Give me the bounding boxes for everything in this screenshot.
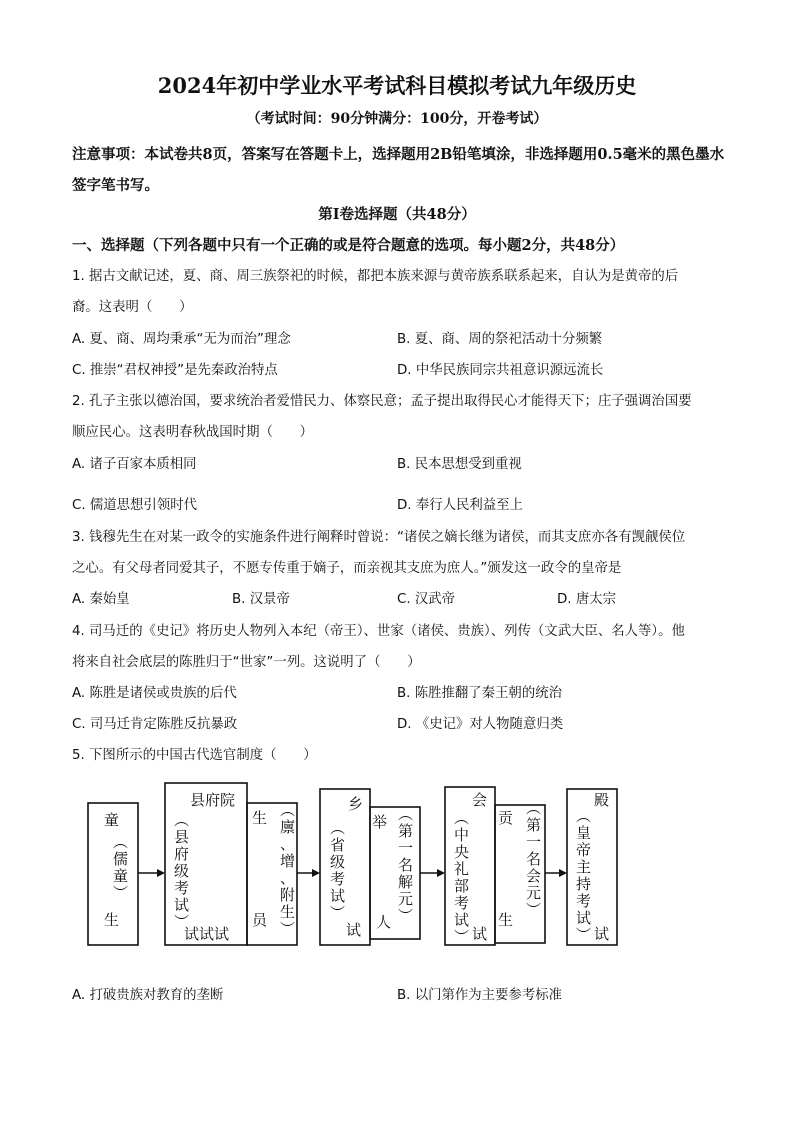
- question-2-line-1: 2. 孔子主张以德治国，要求统治者爱惜民力、体察民意；孟子提出取得民心才能得天下；庄子强调治国要: [72, 394, 692, 409]
- diagram-box8-paren-char: 主: [576, 858, 592, 876]
- diagram-box5-paren-char: ︵: [398, 805, 414, 823]
- diagram-box5-paren-char: 元: [398, 890, 414, 908]
- question-4-option-d[interactable]: D. 《史记》对人物随意归类: [397, 717, 564, 732]
- diagram-box1-paren-char: 童: [113, 867, 129, 885]
- diagram-box3-paren-char: 生: [280, 903, 296, 921]
- diagram-box6-paren-char: 礼: [454, 860, 470, 878]
- arrow-4-icon: [559, 869, 567, 877]
- question-3-line-2: 之心。有父母者同爱其子，不愿专传重于嫡子，而亲视其支庶为庶人。”颁发这一政令的皇帝是: [72, 561, 622, 576]
- diagram-box7-paren-char: 一: [526, 833, 542, 851]
- diagram-box3-paren-char: 廪: [280, 818, 296, 836]
- question-1-line-1: 1. 据古文献记述，夏、商、周三族祭祀的时候，都把本族来源与黄帝族系联系起来，自认为是黄帝的后: [72, 269, 679, 284]
- diagram-box8-paren-char: 试: [576, 909, 592, 927]
- question-4-option-a[interactable]: A. 陈胜是诸侯或贵族的后代: [72, 686, 237, 701]
- diagram-box5-top-char: 举: [372, 813, 388, 831]
- diagram-box4-paren-char: ︶: [330, 904, 346, 922]
- exam-system-diagram: [80, 775, 620, 960]
- diagram-box2-paren-char: 级: [174, 862, 190, 880]
- diagram-box6-paren-char: 试: [454, 911, 470, 929]
- diagram-box3-paren-char: 增: [280, 852, 296, 870]
- diagram-box5-paren-char: 解: [398, 873, 414, 891]
- diagram-box3-paren-char: 、: [280, 869, 296, 887]
- diagram-box8-paren-char: 持: [576, 875, 592, 893]
- diagram-box3-paren-char: ︵: [280, 801, 296, 819]
- question-4-option-c[interactable]: C. 司马迁肯定陈胜反抗暴政: [72, 717, 238, 732]
- diagram-box4-paren-char: 考: [330, 870, 346, 888]
- diagram-box3-top-char: 生: [252, 809, 268, 827]
- diagram-box2-paren-char: 试: [174, 896, 190, 914]
- diagram-box7-paren-char: ︵: [526, 799, 542, 817]
- question-1-option-a[interactable]: A. 夏、商、周均秉承“无为而治”理念: [72, 332, 291, 347]
- question-3-option-c[interactable]: C. 汉武帝: [397, 592, 456, 607]
- arrow-1-icon: [157, 869, 165, 877]
- diagram-box8-paren-char: ︶: [576, 926, 592, 944]
- diagram-box7-paren-char: 元: [526, 884, 542, 902]
- question-5-option-a[interactable]: A. 打破贵族对教育的垄断: [72, 988, 224, 1003]
- diagram-box5-paren-char: ︶: [398, 907, 414, 925]
- diagram-box1-paren-char: ︵: [113, 833, 129, 851]
- diagram-box-huishi: [445, 787, 495, 945]
- diagram-box4-top-char: 乡: [348, 795, 364, 813]
- question-3-option-a[interactable]: A. 秦始皇: [72, 592, 130, 607]
- diagram-box2-bottom-label: 试试试: [184, 925, 230, 943]
- diagram-box7-top-char: 贡: [498, 809, 514, 827]
- diagram-box5-bottom-char: 人: [376, 913, 392, 931]
- diagram-box1-paren-char: ︶: [113, 884, 129, 902]
- diagram-box2-paren-char: ︵: [174, 811, 190, 829]
- exam-notice: 注意事项：本试卷共8页，答案写在答题卡上，选择题用2B铅笔填涂，非选择题用0.5毫米的黑色墨水签字笔书写。: [72, 146, 725, 194]
- question-1-option-c[interactable]: C. 推崇“君权神授”是先秦政治特点: [72, 363, 278, 378]
- diagram-box5-paren-char: 名: [398, 856, 414, 874]
- diagram-box6-paren-char: ︶: [454, 928, 470, 946]
- diagram-box-dianshi: [567, 789, 617, 945]
- question-2-option-c[interactable]: C. 儒道思想引领时代: [72, 498, 197, 513]
- exam-title: 2024年初中学业水平考试科目模拟考试九年级历史: [157, 73, 637, 98]
- diagram-box5-paren-char: 一: [398, 839, 414, 857]
- diagram-box6-paren-char: 部: [454, 877, 470, 895]
- question-4-option-b[interactable]: B. 陈胜推翻了秦王朝的统治: [397, 686, 562, 701]
- diagram-box3-paren-char: 附: [280, 886, 296, 904]
- diagram-box2-paren-char: 县: [174, 828, 190, 846]
- question-5-line-1: 5. 下图所示的中国古代选官制度（ ）: [72, 748, 317, 763]
- diagram-box8-bottom-char: 试: [594, 925, 610, 943]
- diagram-box1-paren-char: 儒: [113, 850, 129, 868]
- question-5-option-b[interactable]: B. 以门第作为主要参考标准: [397, 988, 562, 1003]
- question-2-line-2: 顺应民心。这表明春秋战国时期（ ）: [72, 425, 314, 440]
- diagram-box3-paren-char: ︶: [280, 920, 296, 938]
- diagram-box6-paren-char: 考: [454, 894, 470, 912]
- diagram-box6-paren-char: ︵: [454, 809, 470, 827]
- question-4-line-1: 4. 司马迁的《史记》将历史人物列入本纪（帝王）、世家（诸侯、贵族）、列传（文武大臣、名人等）。他: [72, 624, 685, 639]
- diagram-box1-top-char: 童: [104, 811, 120, 829]
- question-2-option-a[interactable]: A. 诸子百家本质相同: [72, 457, 197, 472]
- diagram-box2-paren-char: ︶: [174, 913, 190, 931]
- diagram-box5-paren-char: 第: [398, 822, 414, 840]
- question-1-option-d[interactable]: D. 中华民族同宗共祖意识源远流长: [397, 363, 604, 378]
- diagram-box2-paren-char: 府: [174, 845, 190, 863]
- diagram-box6-paren-char: 央: [454, 843, 470, 861]
- diagram-box2-paren-char: 考: [174, 879, 190, 897]
- question-4-line-2: 将来自社会底层的陈胜归于“世家”一列。这说明了（ ）: [72, 655, 421, 670]
- diagram-box6-bottom-char: 试: [472, 925, 488, 943]
- diagram-box8-paren-char: 帝: [576, 841, 592, 859]
- section-title: 第Ⅰ卷选择题（共48分）: [318, 206, 476, 223]
- diagram-box3-bottom-char: 员: [252, 911, 268, 929]
- question-1-line-2: 裔。这表明（ ）: [72, 300, 193, 315]
- exam-subtitle: （考试时间：90分钟满分：100分，开卷考试）: [246, 111, 548, 127]
- diagram-box4-paren-char: 级: [330, 853, 346, 871]
- question-1-option-b[interactable]: B. 夏、商、周的祭祀活动十分频繁: [397, 332, 603, 347]
- diagram-box4-paren-char: 试: [330, 887, 346, 905]
- diagram-box8-paren-char: 皇: [576, 824, 592, 842]
- arrow-3-icon: [437, 869, 445, 877]
- diagram-box8-paren-char: ︵: [576, 807, 592, 825]
- diagram-box2-top-label: 县府院: [190, 791, 236, 809]
- diagram-box4-paren-char: 省: [330, 836, 346, 854]
- question-3-option-d[interactable]: D. 唐太宗: [557, 592, 616, 607]
- question-3-line-1: 3. 钱穆先生在对某一政令的实施条件进行阐释时曾说：“诸侯之嫡长继为诸侯，而其支庶亦各有觊觎侯位: [72, 530, 686, 545]
- diagram-box6-paren-char: 中: [454, 826, 470, 844]
- question-3-option-b[interactable]: B. 汉景帝: [232, 592, 290, 607]
- diagram-box4-bottom-char: 试: [346, 921, 362, 939]
- question-2-option-d[interactable]: D. 奉行人民利益至上: [397, 498, 523, 513]
- diagram-box7-paren-char: ︶: [526, 901, 542, 919]
- diagram-box8-paren-char: 考: [576, 892, 592, 910]
- diagram-box1-bottom-char: 生: [104, 911, 120, 929]
- arrow-2-icon: [312, 869, 320, 877]
- diagram-box4-paren-char: ︵: [330, 819, 346, 837]
- diagram-box7-paren-char: 会: [526, 867, 542, 885]
- diagram-box7-paren-char: 第: [526, 816, 542, 834]
- diagram-box8-top-char: 殿: [594, 791, 610, 809]
- part-heading: 一、选择题（下列各题中只有一个正确的或是符合题意的选项。每小题2分，共48分）: [72, 237, 625, 254]
- diagram-box7-bottom-char: 生: [498, 911, 514, 929]
- diagram-box7-paren-char: 名: [526, 850, 542, 868]
- question-2-option-b[interactable]: B. 民本思想受到重视: [397, 457, 522, 472]
- diagram-box3-paren-char: 、: [280, 835, 296, 853]
- diagram-box6-top-char: 会: [472, 791, 488, 809]
